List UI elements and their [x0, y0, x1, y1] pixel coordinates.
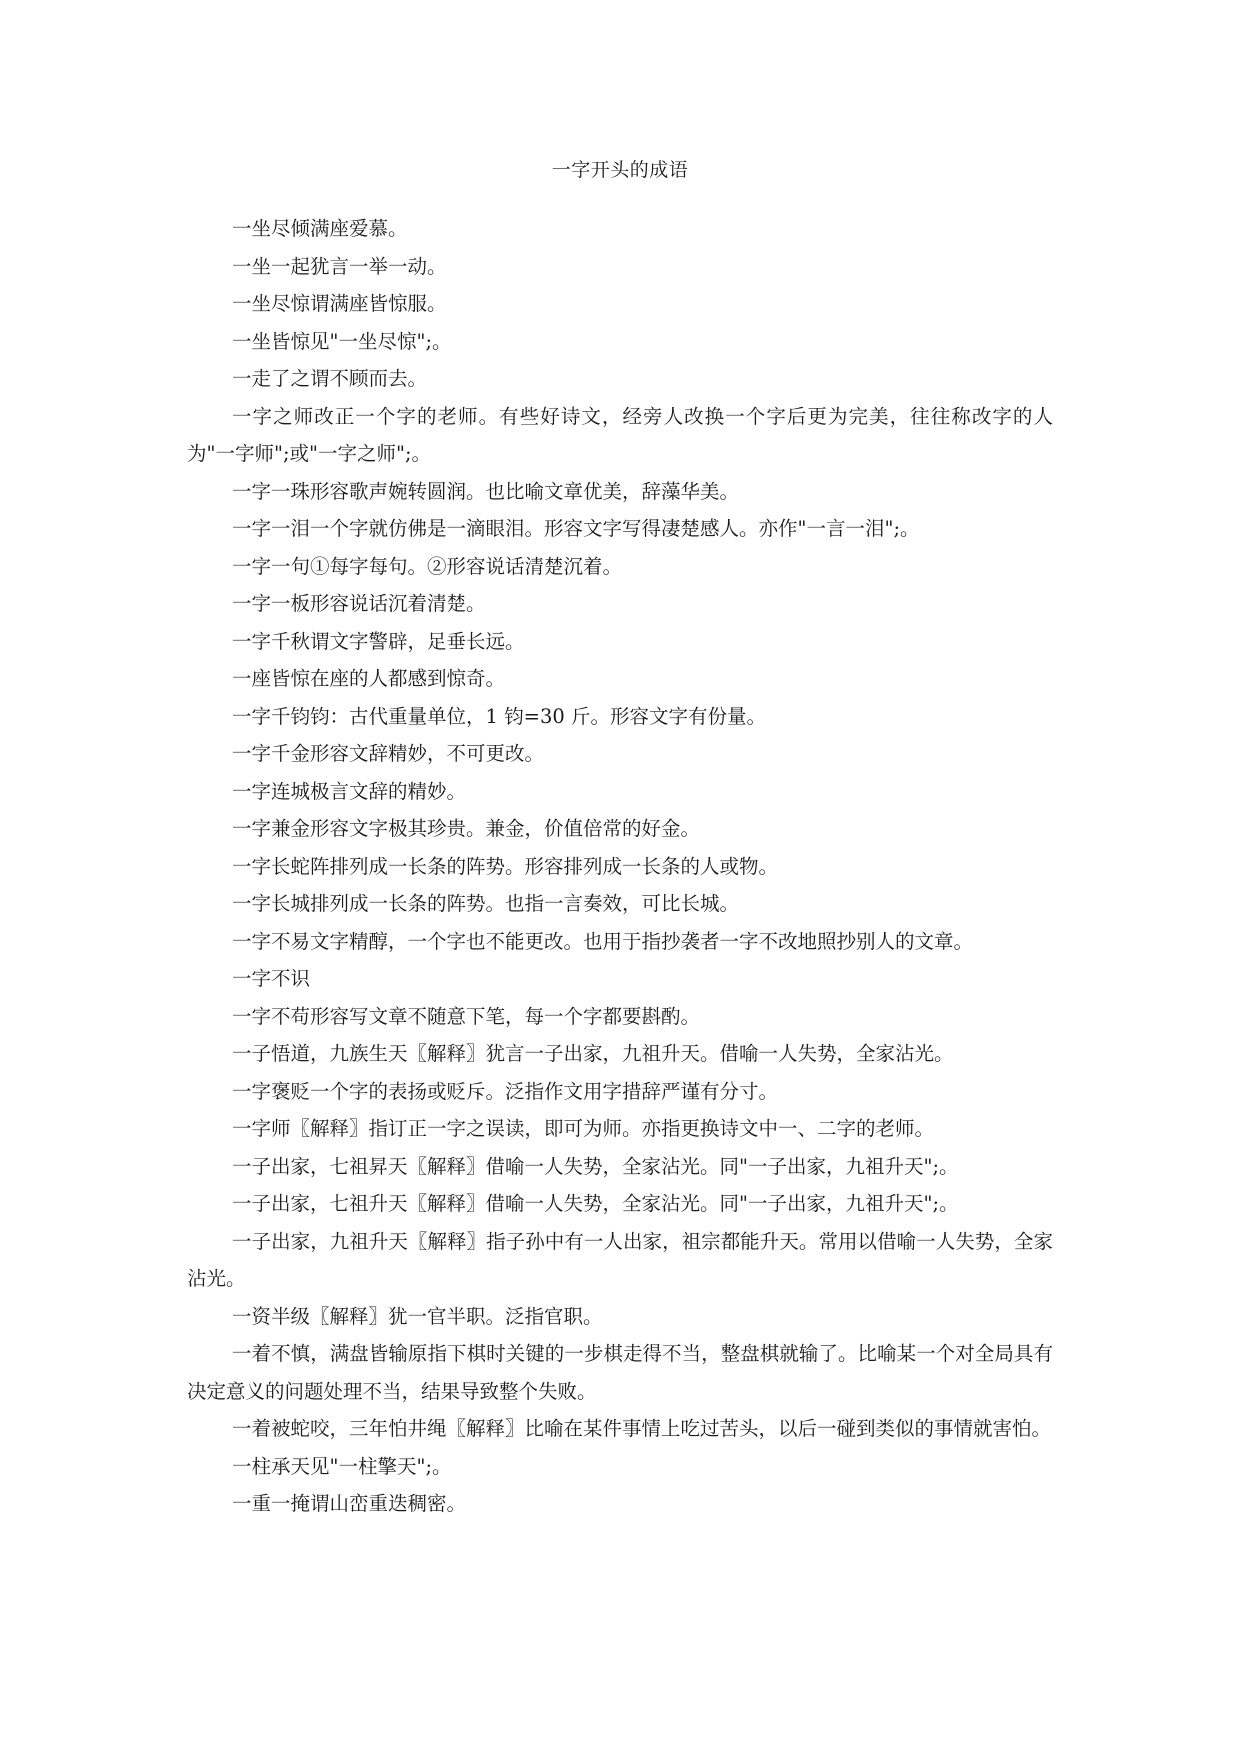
paragraph: 一子出家，九祖升天〖解释〗指子孙中有一人出家，祖宗都能升天。常用以借喻一人失势，全家沾光。 — [187, 1229, 1053, 1290]
paragraph: 一坐尽惊谓满座皆惊服。 — [232, 292, 447, 315]
paragraph: 一字褒贬一个字的表扬或贬斥。泛指作文用字措辞严谨有分寸。 — [232, 1079, 779, 1103]
paragraph: 一字一泪一个字就仿佛是一滴眼泪。形容文字写得凄楚感人。亦作"一言一泪";。 — [232, 517, 920, 540]
paragraph: 一字不识 — [232, 967, 311, 990]
paragraph: 一字千金形容文辞精妙，不可更改。 — [232, 742, 545, 765]
paragraph: 一字千钧钧：古代重量单位，1 钧=30 斤。形容文字有份量。 — [232, 704, 766, 728]
paragraph: 一字一板形容说话沉着清楚。 — [232, 592, 486, 615]
paragraph: 一子出家，七祖升天〖解释〗借喻一人失势，全家沾光。同"一子出家，九祖升天";。 — [232, 1192, 959, 1215]
document-body — [187, 210, 1053, 1523]
paragraph: 一重一掩谓山峦重迭稠密。 — [232, 1492, 467, 1515]
paragraph: 一字千秋谓文字警辟，足垂长远。 — [232, 629, 525, 653]
paragraph: 一字师〖解释〗指订正一字之误读，即可为师。亦指更换诗文中一、二字的老师。 — [232, 1117, 935, 1140]
paragraph: 一坐皆惊见"一坐尽惊";。 — [232, 329, 452, 353]
document-title: 一字开头的成语 — [551, 159, 689, 181]
paragraph: 一字兼金形容文字极其珍贵。兼金，价值倍常的好金。 — [232, 817, 701, 840]
paragraph: 一字长蛇阵排列成一长条的阵势。形容排列成一长条的人或物。 — [232, 854, 779, 878]
paragraph: 一走了之谓不顾而去。 — [232, 367, 428, 390]
paragraph: 一字不苟形容写文章不随意下笔，每一个字都要斟酌。 — [232, 1004, 701, 1028]
paragraph: 一字连城极言文辞的精妙。 — [232, 779, 467, 803]
paragraph: 一座皆惊在座的人都感到惊奇。 — [232, 667, 506, 690]
paragraph: 一着被蛇咬，三年怕井绳〖解释〗比喻在某件事情上吃过苦头，以后一碰到类似的事情就害怕。 — [232, 1417, 1052, 1440]
paragraph: 一子出家，七祖昇天〖解释〗借喻一人失势，全家沾光。同"一子出家，九祖升天";。 — [232, 1154, 959, 1178]
paragraph: 一字不易文字精醇，一个字也不能更改。也用于指抄袭者一字不改地照抄别人的文章。 — [232, 929, 974, 953]
paragraph: 一着不慎，满盘皆输原指下棋时关键的一步棋走得不当，整盘棋就输了。比喻某一个对全局具有决定意义的问题处理不当，结果导致整个失败。 — [187, 1342, 1053, 1403]
paragraph: 一坐一起犹言一举一动。 — [232, 254, 447, 278]
paragraph: 一子悟道，九族生天〖解释〗犹言一子出家，九祖升天。借喻一人失势，全家沾光。 — [232, 1042, 954, 1065]
paragraph: 一字一珠形容歌声婉转圆润。也比喻文章优美，辞藻华美。 — [232, 479, 740, 503]
paragraph: 一字长城排列成一长条的阵势。也指一言奏效，可比长城。 — [232, 892, 740, 915]
paragraph: 一坐尽倾满座爱慕。 — [232, 217, 408, 240]
paragraph: 一资半级〖解释〗犹一官半职。泛指官职。 — [232, 1304, 603, 1328]
paragraph: 一柱承天见"一柱擎天";。 — [232, 1454, 452, 1478]
paragraph: 一字一句①每字每句。②形容说话清楚沉着。 — [232, 554, 623, 578]
paragraph: 一字之师改正一个字的老师。有些好诗文，经旁人改换一个字后更为完美，往往称改字的人为"一字师";或"一字之师";。 — [187, 404, 1053, 465]
